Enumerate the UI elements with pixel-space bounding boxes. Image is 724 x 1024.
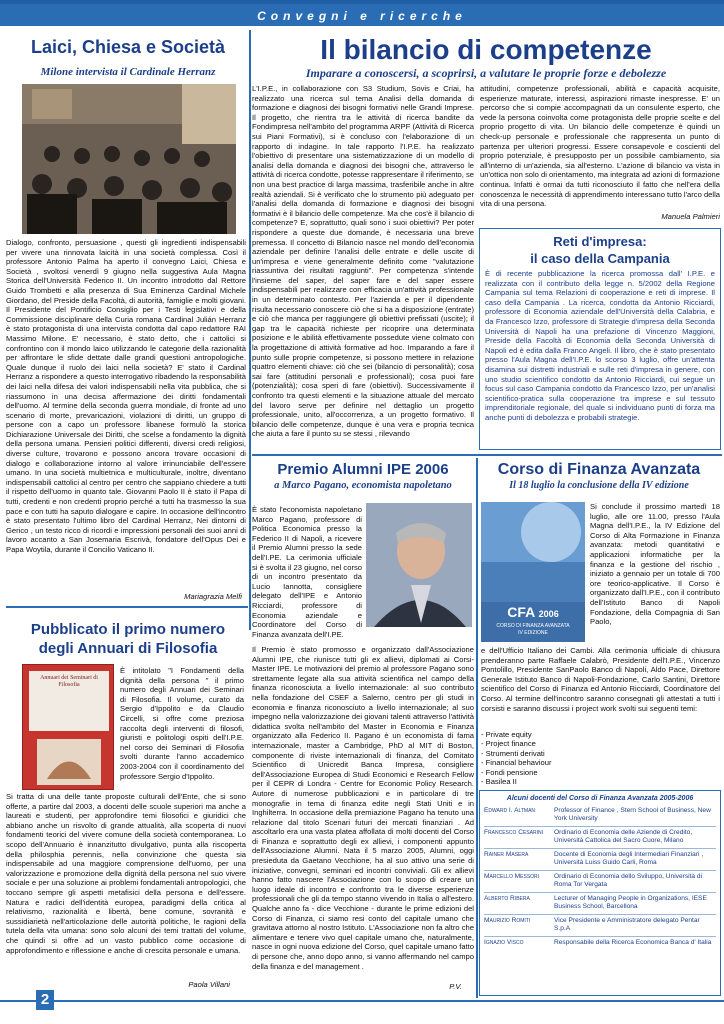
cfa-logo-line1: CORSO DI FINANZA AVANZATA bbox=[496, 623, 570, 629]
topic-item: - Project finance bbox=[481, 739, 536, 749]
footer-line bbox=[0, 1000, 724, 1002]
book-cover-image bbox=[22, 664, 114, 790]
annuari-title-line1: Pubblicato il primo numero bbox=[30, 621, 226, 638]
docente-name: Maurizio Romiti bbox=[484, 917, 531, 924]
main-article-subtitle: Imparare a conoscersi, a scoprirsi, a valutare le proprie forze e debolezze bbox=[305, 66, 667, 80]
section-header-bar bbox=[0, 0, 724, 26]
section-header-inner bbox=[0, 4, 724, 26]
table-row bbox=[484, 915, 716, 937]
cfa-logo-art bbox=[481, 502, 585, 602]
corso-subtitle: Il 18 luglio la conclusione della IV edizione bbox=[509, 480, 689, 491]
premio-signature: P.V. bbox=[449, 982, 462, 991]
annuari-body: Si tratta di una delle tante proposte culturali dell'Ente, che si sono offerte, a partire dal 2003, a docenti delle scuole superiori ma anche a laureati e studenti, per approfondire temi filosofici e giuridici che abbiano anche un risvolto di grande attualità, alla scoperta di nuovi fondamenti teorici del vivere comune della società contemporanea. Lo scopo dell'Annuario è innanzitutto divulgativo, punta alla riscoperta della philosphia perennis, nella convinzione che questa sia indispensabile ad una maggiore comprensione dell'uomo, per una valorizzazione e promozione della dignità della persona nel suo vivere sociale e per una soluzione ai problemi fondamentali antropologici, che toccano sempre gli aspetti metafisici della persona e dell'essere. Natura e radici dell'identità europea, paradigmi della critica al relativismo, razionalità e libertà, bene comune, sovranità e sussidiarietà nell'articolazione delle autorità politiche, le ragioni della tutela della vita umana: sono solo alcuni dei temi trattati del volume, che quindi si offre ad un vasto pubblico come occasione di approfondimento e riflessione e anche di crescita personale e umana. bbox=[6, 792, 246, 955]
topic-item: - Fondi pensione bbox=[481, 767, 538, 777]
docente-name: Rainer Masera bbox=[484, 851, 529, 858]
middle-divider bbox=[252, 454, 722, 456]
cfa-logo-caption bbox=[481, 623, 585, 637]
docente-role: Ordinario di Economia delle Aziende di Credito, Università Cattolica del Sacro Cuore, Milano bbox=[554, 829, 693, 844]
premio-intro: È stato l'economista napoletano Marco Pagano, professore di Politica Economica presso la Federico II di Napoli, a ricevere il Premio Alumni presso la sede dell'I.PE. La cerimonia ufficiale si è svolta il 23 giugno, nel corso di un incontro presentato da Lucio Iannotta, consigliere delegato dell'IPE e Antonio Ricciardi, professore di Economia aziendale e Coordinatore del Corso di Finanza avanzata dell'I.PE. bbox=[252, 505, 362, 639]
topic-item: - Financial behaviour bbox=[481, 758, 552, 768]
main-article-column2: attitudini, competenze professionali, abilità e capacità acquisite, esperienze maturate, interessi, aspirazioni rimaste inespresse. E' un percorso che si compie accompagnati da un consulente esperto, che vede la persona coinvolta come protagonista delle proprie scelte e del proprio progetto di vita. Un bilancio delle competenze è quindi un check-up personale e professionale che rappresenta un punto di partenza per ulteriori progressi. Essere consapevole e coscienti del proprio potenziale, è presupposto per un possibile cambiamento, sia all'interno di un'azienda, sia all'esterno. L'azione di bilancio va vista in un'ottica non solo di orientamento, ma integrata ad azioni di formazione continua. Infatti è ormai da tutti riconosciuto il fatto che nell'era della conoscenza le necessità di apprendimento interessano tutto l'arco della vita di una persona. bbox=[480, 84, 720, 209]
docente-name: Marcello Messori bbox=[484, 873, 540, 880]
docente-role: Professor of Finance , Stern School of Business, New York University bbox=[554, 807, 711, 822]
reti-body: È di recente pubblicazione la ricerca promossa dall' I.P.E. e realizzata con il contributo della legge n. 5/2002 della Regione Campania sul tema Relazioni di cooperazione e reti di imprese. Il caso della Campania . La ricerca, condotta da Antonio Ricciardi, professore di Economia aziendale dell'Università della Calabria, e da Francesco Izzo, professore di Strategie d'impresa della Seconda Università di Napoli ha una prefazione di Vincenzo Maggioni, Preside della Facoltà di Economia della Seconda Università di Napoli ed è edita dalla Franco Angeli. Il libro, che è stato presentato presso l'Aula Magna dell'I.P.E. lo scorso 3 luglio, offre un'attenta disamina sui distretti industriali e sulle reti d'impresa in genere, con uno studio scientifico condotto da Antonio Ricciardi, cui segue un focus sul caso Campania condotto da Francesco Izzo, per un'analisi scientifico-pratica sulla cooperazione tra imprese e sul tessuto imprenditoriale regionale, del quale si individuano punti di forza ma anche punti di debolezza e probabili strategie. bbox=[485, 269, 715, 422]
table-row bbox=[484, 937, 716, 951]
corso-body: e dell'Ufficio Italiano dei Cambi. Alla cerimonia ufficiale di chiusura prenderanno parte Raffaele Calabrò, Presidente dell'I.P.E., Vincenzo Pontolillo, Presidente SanPaolo Banco di Napoli, Aldo Pace, Direttore Generale Istituto Banco di Napoli-Fondazione, Carlo Santini, Direttore scientifico del Corso di Finanza ed Antonio Ricciardi, Coordinatore del Corso. Al termine dell'incontro saranno consegnati gli attestati a tutti i corsisti e saranno discussi i project work svolti sui seguenti temi: bbox=[481, 646, 720, 713]
docente-role: Vice Presidente e Amministratore delegato Pentar S.p.A bbox=[554, 917, 700, 932]
docenti-box bbox=[479, 790, 721, 996]
cfa-logo-line2: IV EDIZIONE bbox=[518, 630, 548, 636]
left-article-body: Dialogo, confronto, persuasione , questi gli ingredienti indispensabili per vivere una rinnovata laicità in una società complessa. Così il professore Antonio Palma ha aperto il convegno Laici, Chiesa e Società , svoltosi venerdì 9 giugno nella suggestiva Aula Magna Storica dell'Università Federico II. Un incontro introdotto dal Rettore Guido Trombetti e alla presenza di Sua Eminenza Cardinal Michele Giordano, del Preside della Facoltà, di autorità, famiglie e molti giovani. Il Presidente del Pontificio Consiglio per i Testi legislativi e della Commissione disciplinare della Curia romana Cardinal Julián Herranz è stato protagonista di una intervista condotta dal capo redattore RAI Massimo Milone. E' necessario, è stato detto, che i cattolici si confrontino con il mondo laico utilizzando le categorie della razionalità per affrontare le sfide dettate dalle grandi questioni antropologiche. Quale dunque il ruolo dei laici nella società? E' stato il Cardinal Herranz a rispondere a questo interrogativo ribadendo la responsabilità dei laici nella difesa dei valori indispensabili nella vita pubblica, che si riassumono in una decisa affermazione dei diritti fondamentali dell'uomo. Al termine della seconda guerra mondiale, di fronte ad uno scenario di morte, prevaricazioni, violazioni di diritti, un gruppo di persone con a capo un professore libanese formulò la storica Dichiarazione Universale dei Diritti, che scelse a fondamento la dignità della persona umana. Pensieri politici differenti, diversi credi religiosi, diverse culture, trovarono e possono ancora trovare occasioni di dialogo e collaborazione intorno al valore irrinunciabile dell'essere umano. In una società multietnica e multiculturale, inoltre, diventano indispensabili cattolici al centro per centro che sappiano chiedere a tutti il rispetto dell'uomo in quanto tale. Giovanni Paolo II è stato il Papa di tutti, credenti e non credenti proprio perché a tutti ha trasmesso la sua pace e con tutti ha saputo dialogare e capire. In occasione dell'incontro è stato presentato l'ultimo libro del Cardinal Herranz, Nei dintorni di Gerico , un testo ricco di ricordi e impressioni personali dei suoi anni di lavoro accanto a San Josemaria Escrivà, fondatore dell'Opus Dei e Papa Woytila, durante il Concilio Vaticano II. bbox=[6, 238, 246, 554]
pagano-photo bbox=[366, 503, 472, 627]
reti-title-line2: il caso della Campania bbox=[530, 251, 670, 266]
book-cover-art bbox=[37, 739, 101, 785]
topic-item: - Private equity bbox=[481, 730, 532, 739]
cfa-logo-year: 2006 bbox=[538, 609, 559, 619]
left-divider bbox=[6, 606, 248, 608]
docenti-table bbox=[484, 805, 716, 950]
docente-role: Lecturer of Managing People in Organizations, IESE Business School, Barcellona bbox=[554, 895, 707, 910]
docente-role: Responsabile della Ricerca Economica Banca d' Italia bbox=[554, 939, 712, 946]
docente-name: Alberto Ribera bbox=[484, 895, 530, 902]
docente-name: Ignazio Visco bbox=[484, 939, 524, 946]
table-row bbox=[484, 849, 716, 871]
annuari-title-line2: degli Annuari di Filosofia bbox=[38, 640, 218, 657]
reti-title bbox=[480, 233, 720, 267]
premio-subtitle: a Marco Pagano, economista napoletano bbox=[274, 480, 452, 491]
main-article-title: Il bilancio di competenze bbox=[320, 34, 652, 65]
main-article-column1: L'I.P.E., in collaborazione con S3 Studium, Sovis e Criai, ha realizzato una ricerca sul tema Analisi della domanda di formazione e diagnosi dei bisogni formativi nelle Grandi Imprese. Il progetto, che rientra tra le attività di ricerca bandite da Fondimpresa nell'ambito del programma ARPF (Attività di Ricerca sui Piani Formativi), si è concluso con l'elaborazione di un rapporto di indagine. In tale rapporto l'I.P.E. ha realizzato l'obiettivo di presentare una sistematizzazione di un modello di analisi della domanda e diagnosi dei bisogni che, attraverso le attività di ricerca condotte, potesse rappresentare il riferimento, se non una best practice di larga massima, trasferibile anche in altre realtà aziendali. Si è verificato che lo strumento più adeguato per l'analisi della domanda di formazione e diagnosi dei bisogni formativi è il bilancio delle competenze. Ma che cos'è il bilancio di competenze? E, soprattutto, quali sono i suoi obiettivi? Per poter rispondere a queste due domande, è necessaria una breve premessa. Il concetto di Bilancio nasce nel mondo dell'economia aziendale per definire l'analisi delle entrate e delle uscite di un'impresa e viene generalmente definito come "valutazione riassuntiva dei risultati raggiunti". Per competenza s'intende l'insieme del saper, del saper fare e del saper essere indispensabili per realizzare con efficacia un'attività professionale in un determinato contesto. Per l'azienda e per il dipendente risulta necessario conoscere ciò che si ha a disposizione (entrate) e ciò che manca per raggiungere gli obiettivi prefissati (uscite); il gap tra le capacità richieste per ricoprire una determinata posizione e le abilità effettivamente possedute viene colmato con la progettazione di attività formative ad hoc. Imparando a fare il punto sulle proprie competenze, si possono mettere in relazione quattro elementi chiave: ciò che sei (bilancio di personalità); cosa sai fare (attitudini personali e professionali); cosa puoi fare (potenzialità); cosa speri di fare (obiettivi). Successivamente il confronto tra questi elementi e la situazione attuale del mercato del lavoro serve per definire nel dettaglio un progetto professionale, unito, all'occorrenza, a un progetto formativo. Il bilancio delle competenze, dunque è una vera e propria tecnica che aiuta a fare il punto su se stessi , rilevando bbox=[252, 84, 475, 439]
left-article-subtitle: Milone intervista il Cardinale Herranz bbox=[40, 66, 216, 78]
table-row bbox=[484, 805, 716, 827]
docente-name: Edward I. Altman bbox=[484, 807, 536, 814]
page-number: 2 bbox=[36, 990, 54, 1010]
premio-body: Il Premio è stato promosso e organizzato dall'Associazione Alumni IPE, che riunisce tutti gli ex allievi, diplomati ai Corsi-Master IPE. Le motivazioni del premio al professore Pagano sono strettamente legate alla sua attività scientifica nel campo della finanza riconosciuta a livello internazionale: al suo contributo nella fondazione del CSEF a Salerno, centro per gli studi in economia e finanza riconosciuto a livello internazionale; al suo impegno nella valorizzazione dei giovani talenti attraverso l'attività didattica svolta nell'ambito del Master in Economia e Finanza organizzato alla Federico II. Pagano è un economista di fama internazionale, master a Cambridge, PhD al MIT di Boston, componente di riviste internazionali di finanza, del Comitato Scientifico di Unicredit Banca Impresa, consigliere dell'Associazione Europea di Studi Economici e Research Fellow per il CEPR di Londra - Centre for Economic Policy Research. Autore di numerose pubblicazioni e in particolare di tre monografie in tema di finanza edite negli Stati Uniti e in Inghilterra. In occasione della premiazione Pagano ha tenuto una relazione dal titolo Scenari futuri dei mercati finanziari . Ad ascoltarlo era una vasta platea affollata di molti docenti del Corso di Finanza e soprattutto degli ex allievi, i componenti appunto dell'Associazione Alumni. Nata il 5 marzo 2005, Alumni, oggi presieduta da Gaetano Vecchione, ha al suo attivo una serie di iniziative, convegni, seminari ed incontri conviviali. Gli ex allievi hanno fatto nascere l'Associazione con lo scopo di creare un luogo ideale di incontro e confronto tra le diverse esperienze professionali che gli da tempo stanno vivendo in Italia o all'estero. Qualche anno fa - dice Vecchione - durante le prime edizioni del Corso di Finanza, ci siamo resi conto del capitale umano che gravitava attorno al nostro Istituto. L'Associazione non fa altro che alimentare e tenere vivo quel capitale umano che, naturalmente, nasce in ogni nuova edizione del Corso, quel capitale umano fatto di persone che, anno dopo anno, si vanno affermando nel campo della finanza e del management . bbox=[252, 645, 474, 971]
docente-role: Ordinario di Economia dello Sviluppo, Università di Roma Tor Vergata bbox=[554, 873, 703, 888]
cfa-logo-main: CFA bbox=[507, 604, 535, 620]
reti-title-line1: Reti d'impresa: bbox=[553, 234, 647, 249]
table-row bbox=[484, 893, 716, 915]
cfa-logo-panel bbox=[481, 502, 585, 642]
section-header-label: Convegni e ricerche bbox=[257, 9, 467, 23]
corso-topics bbox=[481, 730, 720, 786]
annuari-title bbox=[10, 620, 246, 658]
docente-name: Francesco Cesarini bbox=[484, 829, 543, 836]
docenti-title: Alcuni docenti del Corso di Finanza Avanzata 2005-2006 bbox=[506, 795, 694, 802]
annuari-signature: Paola Villani bbox=[188, 980, 230, 989]
docente-role: Docente di Economia degli Intermediari Finanziari , Università Luiss Guido Carli, Roma bbox=[554, 851, 704, 866]
book-cover-title: Annuari dei Seminari di Filosofia bbox=[29, 671, 109, 731]
cfa-logo-text bbox=[481, 604, 585, 620]
conference-photo-illustration bbox=[22, 84, 236, 234]
annuari-intro: È intitolato "I Fondamenti della dignità della persona " il primo numero degli Annuari dei Seminari di Filosofia. Il volume, curato da Sergio d'Ippolito e da Claudio Circelli, si offre come preziosa raccolta degli interventi di filosofi, giuristi e politologi ospiti dell'I.P.E. nel corso dei Seminari di Filosofia svolti durante l'anno accademico 2003-2004 con il coordinamento del professore Sergio d'Ippolito. bbox=[120, 666, 244, 781]
main-article-signature: Manuela Palmieri bbox=[661, 212, 720, 221]
column-separator-2 bbox=[476, 458, 478, 998]
premio-title: Premio Alumni IPE 2006 bbox=[277, 461, 449, 478]
corso-intro: Si conclude il prossimo martedì 18 luglio, alle ore 11.00, presso l'Aula Magna dell'I.P.E., la IV Edizione del Corso di Alta Formazione in Finanza avanzata: metodi quantitativi e applicazioni informatiche per la finanza e la gestione del rischio , iniziato a gennaio per un totale di 700 ore teorico-applicative. Il Corso è organizzato dall'I.P.E., con il contributo dell'Istituto Banco di Napoli Fondazione, della Compagnia di San Paolo, bbox=[590, 502, 720, 627]
corso-title: Corso di Finanza Avanzata bbox=[497, 461, 701, 478]
table-row bbox=[484, 827, 716, 849]
left-article-title: Laici, Chiesa e Società bbox=[30, 37, 226, 57]
reti-box bbox=[479, 228, 721, 450]
column-separator bbox=[249, 30, 251, 630]
topic-item: - Strumenti derivati bbox=[481, 748, 545, 758]
conference-photo bbox=[22, 84, 236, 234]
topic-item: - Basilea II bbox=[481, 777, 517, 787]
pagano-photo-illustration bbox=[366, 503, 472, 627]
table-row bbox=[484, 871, 716, 893]
left-article-signature: Mariagrazia Melfi bbox=[184, 592, 242, 601]
